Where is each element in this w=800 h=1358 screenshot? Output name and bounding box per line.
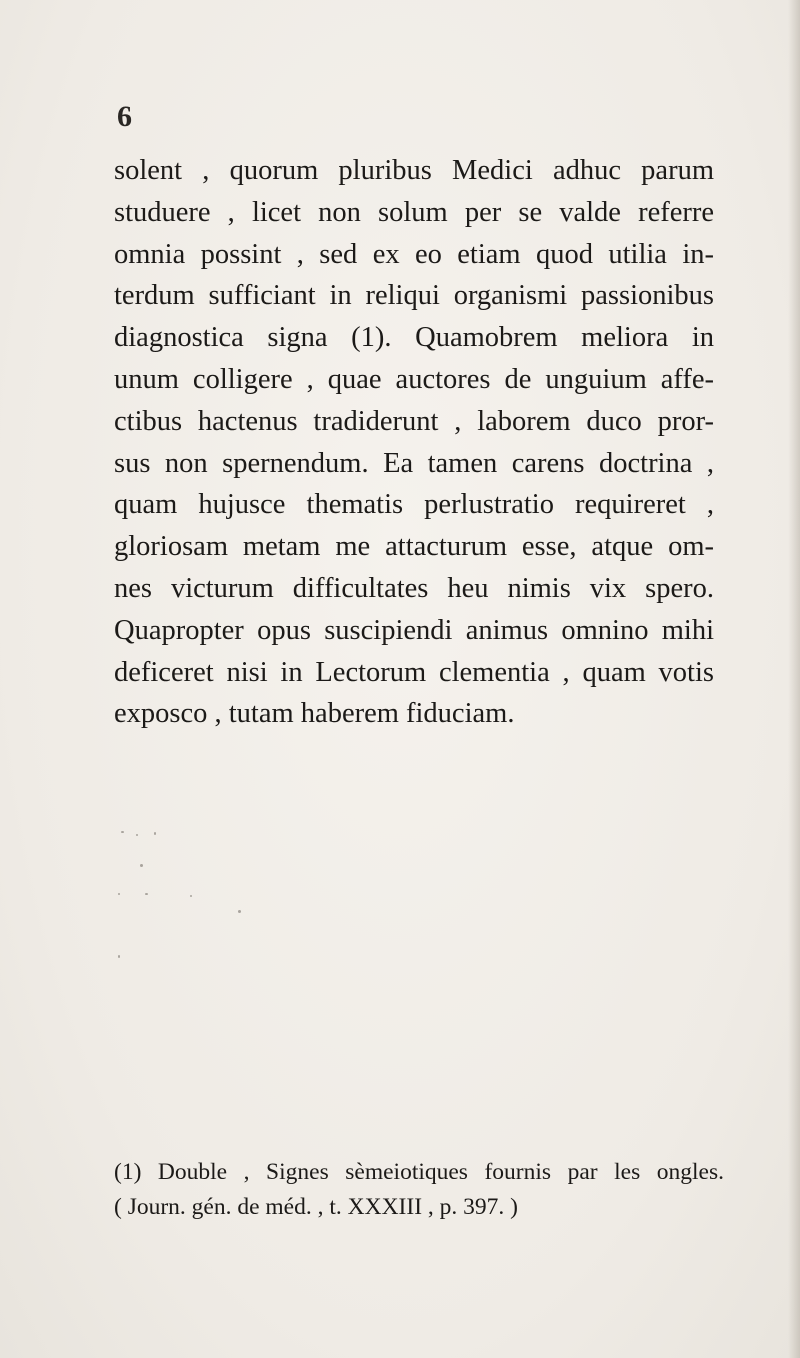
body-line: solent , quorum pluribus Medici adhuc parum	[114, 155, 714, 186]
body-line: studuere , licet non solum per se valde referre	[114, 196, 714, 228]
footnote-line: (1) Double , Signes sèmeiotiques fournis par les ongles.	[114, 1159, 724, 1185]
footnote-line: ( Journ. gén. de méd. , t. XXXIII , p. 397. )	[114, 1194, 518, 1220]
body-line: Quapropter opus suscipiendi animus omnino mihi	[114, 614, 714, 646]
body-line: exposco , tutam haberem fiduciam.	[114, 698, 515, 730]
body-line: quam hujusce thematis perlustratio requireret ,	[114, 489, 714, 521]
body-line: ctibus hactenus tradiderunt , laborem duco pror-	[114, 405, 714, 437]
body-line: omnia possint , sed ex eo etiam quod utilia in-	[114, 238, 714, 270]
body-line: gloriosam metam me attacturum esse, atque om-	[114, 531, 714, 563]
body-line: unum colligere , quae auctores de unguium affe-	[114, 363, 714, 395]
body-line: terdum sufficiant in reliqui organismi passionibus	[114, 280, 714, 312]
body-line: sus non spernendum. Ea tamen carens doctrina ,	[114, 447, 714, 479]
page-number: 6	[117, 100, 132, 133]
footnotes	[114, 1155, 724, 1225]
page-edge-shadow	[788, 0, 800, 1358]
body-line: nes victurum difficultates heu nimis vix spero.	[114, 572, 714, 604]
body-line: diagnostica signa (1). Quamobrem meliora in	[114, 322, 714, 354]
body-text	[114, 150, 714, 735]
body-line: deficeret nisi in Lectorum clementia , quam votis	[114, 656, 714, 688]
